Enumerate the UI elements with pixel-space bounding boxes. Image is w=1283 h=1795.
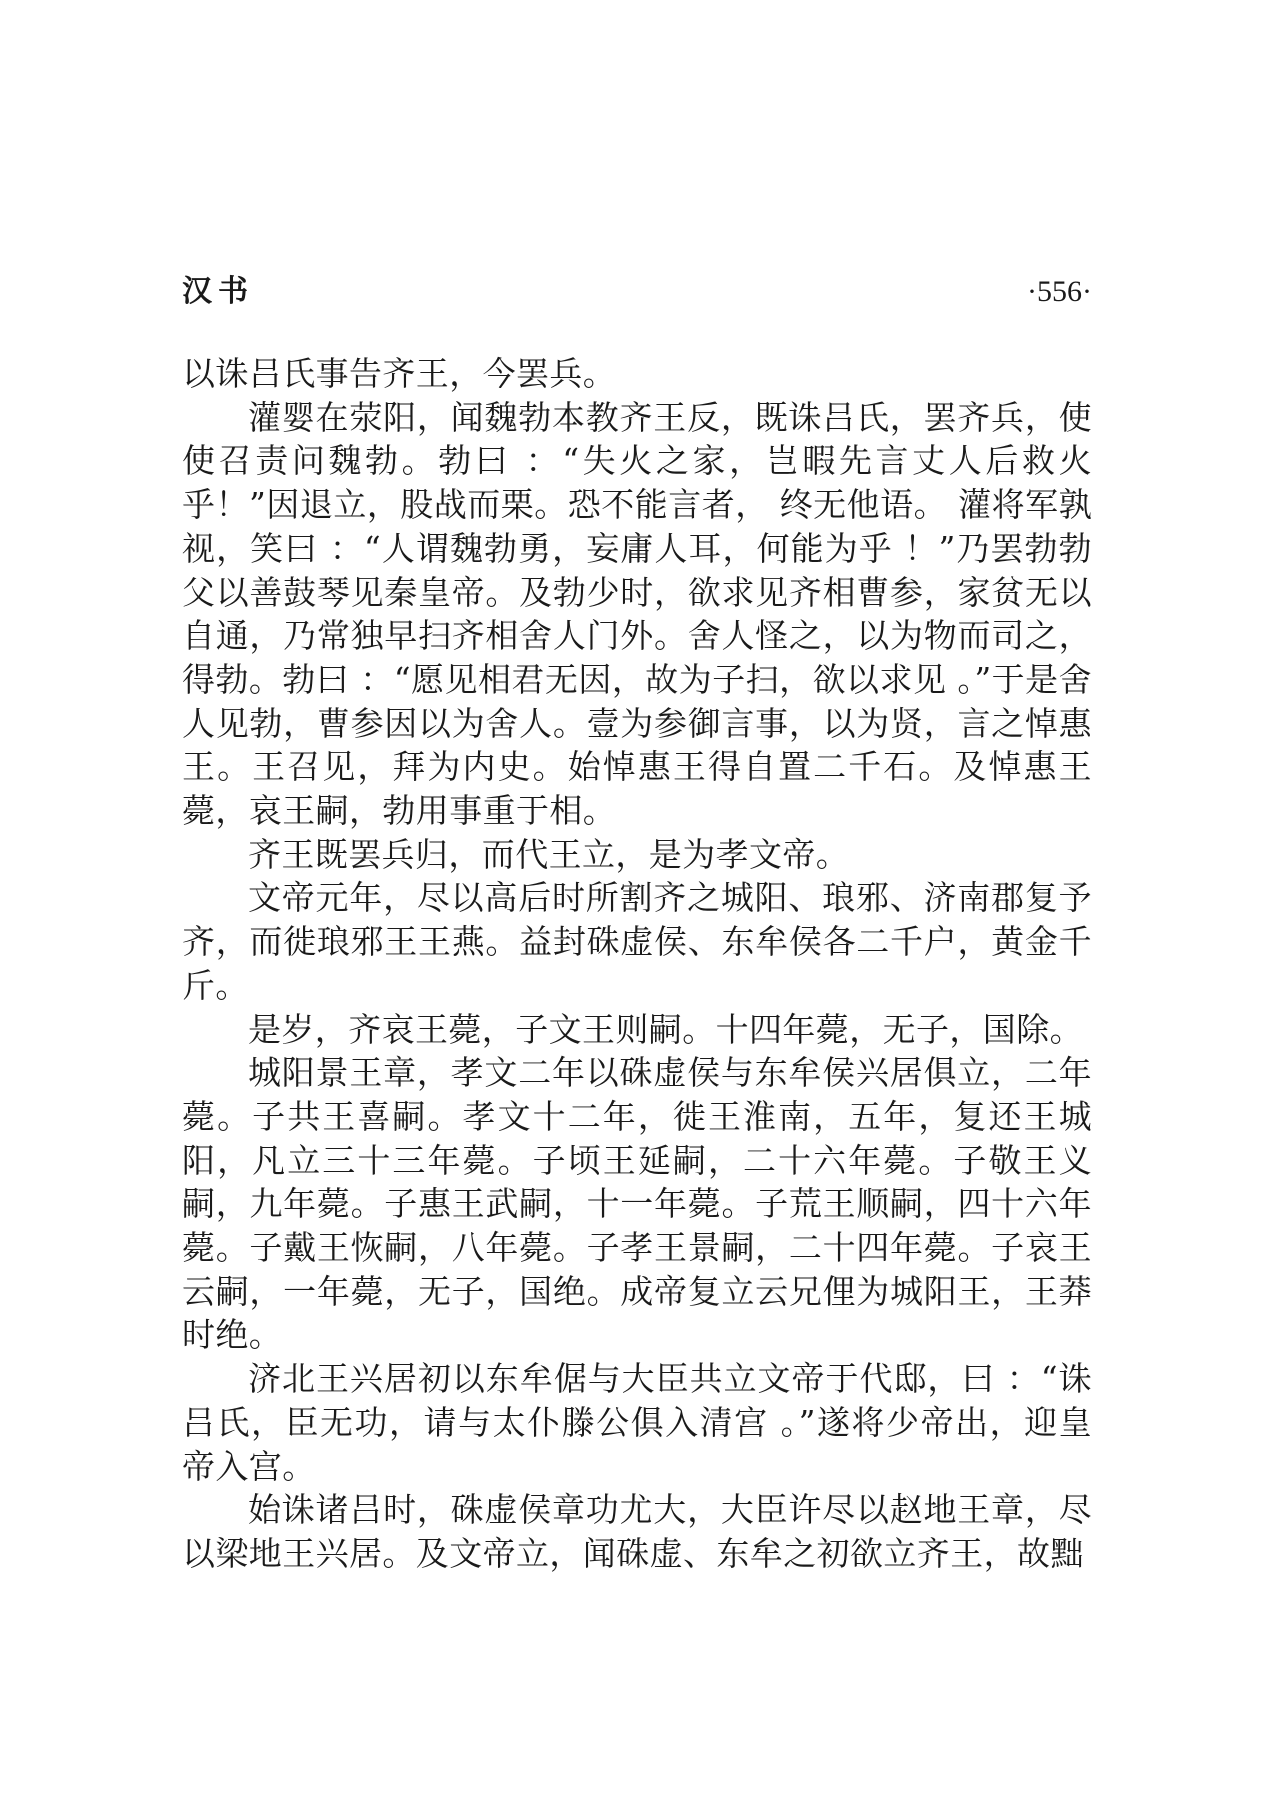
paragraph: 齐王既罢兵归，而代王立，是为孝文帝。 [248,834,850,874]
paragraph: 始诛诸吕时，硃虚侯章功尤大，大臣许尽以赵地王章，尽以梁地王兴居。及文帝立，闻硃虚、东牟之初欲立齐王，故黜 [182,1490,1092,1573]
body-text [182,352,1092,1576]
paragraph: 济北王兴居初以东牟倨与大臣共立文帝于代邸，曰 ：“诛吕氏，臣无功，请与太仆滕公俱入清宫 。”遂将少帝出，迎皇帝入宫。 [182,1359,1092,1486]
book-title: 汉书 [182,274,254,309]
paragraph: 灌婴在荥阳，闻魏勃本教齐王反，既诛吕氏，罢齐兵，使使召责问魏勃。勃曰 ：“失火之家，岂暇先言丈人后救火乎！”因退立，股战而栗。恐不能言者， 终无他语。 灌将军孰视，笑曰 ：“人谓魏勃勇，妄庸人耳，何能为乎 ！”乃罢勃勃父以善鼓琴见秦皇帝。及勃少时，欲求见齐相曹参，家贫无以自通，乃常独早扫齐相舍人门外。舍人怪之，以为物而司之，得勃。勃曰 ：“愿见相君无因，故为子扫，欲以求见 。”于是舍人见勃，曹参因以为舍人。壹为参御言事，以为贤，言之悼惠王。王召见，拜为内史。始悼惠王得自置二千石。及悼惠王薨，哀王嗣，勃用事重于相。 [182,397,1092,831]
paragraph: 文帝元年，尽以高后时所割齐之城阳、琅邪、济南郡复予齐，而徙琅邪王王燕。益封硃虚侯、东牟侯各二千户，黄金千斤。 [182,878,1092,1005]
page-header [182,272,1092,320]
paragraph: 是岁，齐哀王薨，子文王则嗣。十四年薨，无子，国除。 [248,1009,1083,1049]
paragraph: 以诛吕氏事告齐王，今罢兵。 [182,354,617,393]
paragraph: 城阳景王章，孝文二年以硃虚侯与东牟侯兴居俱立，二年薨。子共王喜嗣。孝文十二年，徙王淮南，五年，复还王城阳，凡立三十三年薨。子顷王延嗣，二十六年薨。子敬王义嗣，九年薨。子惠王武嗣，十一年薨。子荒王顺嗣，四十六年薨。子戴王恢嗣，八年薨。子孝王景嗣，二十四年薨。子哀王云嗣，一年薨，无子，国绝。成帝复立云兄俚为城阳王，王莽时绝。 [182,1053,1092,1355]
page-number: ·556· [1027,275,1092,308]
